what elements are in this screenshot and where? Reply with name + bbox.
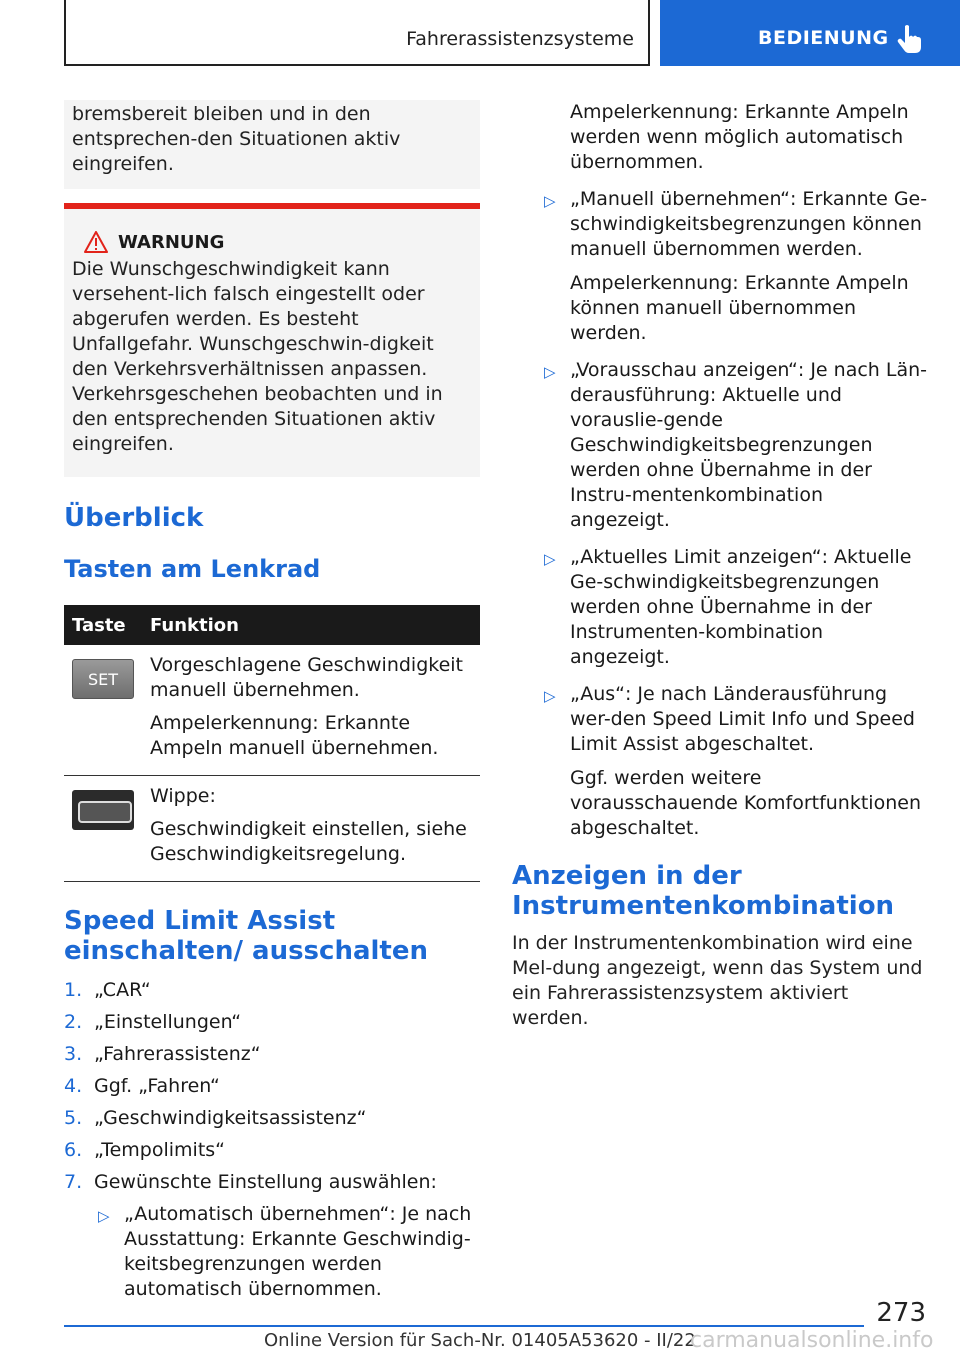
step-number: 5.	[64, 1107, 83, 1129]
note-text: bremsbereit bleiben und in den entsprechen-den Situationen aktiv eingreifen.	[72, 103, 401, 175]
header-section-box	[64, 0, 650, 66]
heading-steering-keys: Tasten am Lenkrad	[64, 555, 321, 583]
sub-item-text: „Automatisch übernehmen“: Je nach Ausstattung: Erkannte Geschwindig-keitsbegrenzungen werden automatisch übernommen.	[124, 1203, 472, 1300]
list-item	[64, 978, 480, 1003]
step-number: 7.	[64, 1171, 83, 1193]
sub-list-wrap	[64, 1202, 480, 1302]
step-text: Ggf. „Fahren“	[94, 1075, 220, 1097]
keys-table	[64, 605, 480, 882]
display-text: In der Instrumentenkombination wird eine Mel-dung angezeigt, wenn das System und ein Fahrerassistenzsystem aktiviert werden.	[512, 932, 923, 1029]
options-list	[512, 187, 928, 262]
heading-overview: Überblick	[64, 503, 204, 533]
step-text: Gewünschte Einstellung auswählen:	[94, 1171, 437, 1193]
option-continued-text: Ampelerkennung: Erkannte Ampeln können manuell übernommen werden.	[570, 272, 909, 344]
triangle-bullet-icon: ▷	[544, 363, 556, 381]
rocker-switch-icon	[72, 790, 134, 830]
warning-triangle-icon	[84, 231, 108, 253]
option-text: „Aus“: Je nach Länderausführung wer-den Speed Limit Info und Speed Limit Assist abgeschaltet.	[570, 683, 915, 755]
hand-pointer-icon	[896, 24, 924, 54]
warning-box	[64, 203, 480, 477]
table-header-row	[64, 605, 480, 645]
list-item	[512, 682, 928, 757]
option-text: „Aktuelles Limit anzeigen“: Aktuelle Ge-schwindigkeitsbegrenzungen werden ohne Übernahme in der Instrumenten-kombination angezeigt.	[570, 546, 912, 668]
step-text: „Fahrerassistenz“	[94, 1043, 261, 1065]
list-item	[512, 545, 928, 670]
step-number: 3.	[64, 1043, 83, 1065]
sub-list	[94, 1202, 480, 1302]
option-text: „Vorausschau anzeigen“: Je nach Län-derausführung: Aktuelle und vorauslie-gende Geschwindigkeitsbegrenzungen werden ohne Übernahme in der Instru-mentenkombination angezeigt.	[570, 359, 928, 531]
continued-text: Ampelerkennung: Erkannte Ampeln werden wenn möglich automatisch übernommen.	[570, 101, 909, 173]
option-text: „Manuell übernehmen“: Erkannte Ge-schwindigkeitsbegrenzungen können manuell übernommen werden.	[570, 188, 928, 260]
footer-divider	[64, 1325, 864, 1327]
chapter-title: BEDIENUNG	[758, 27, 889, 49]
list-item	[512, 358, 928, 533]
note-box	[64, 100, 480, 189]
options-list	[512, 358, 928, 757]
step-text: „CAR“	[94, 979, 151, 1001]
step-number: 4.	[64, 1075, 83, 1097]
function-text: Vorgeschlagene Geschwindigkeit manuell übernehmen.	[150, 654, 464, 701]
triangle-bullet-icon: ▷	[544, 550, 556, 568]
function-cell	[142, 645, 480, 776]
warning-heading	[72, 231, 472, 253]
triangle-bullet-icon: ▷	[544, 192, 556, 210]
triangle-bullet-icon: ▷	[98, 1207, 110, 1225]
set-button-icon: SET	[72, 659, 134, 699]
list-item	[64, 1042, 480, 1067]
col-function-header: Funktion	[142, 605, 480, 645]
step-text: „Tempolimits“	[94, 1139, 226, 1161]
key-cell	[64, 645, 142, 776]
step-number: 6.	[64, 1139, 83, 1161]
watermark-text: carmanualsonline.info	[690, 1328, 934, 1353]
function-text: Wippe:	[150, 785, 216, 807]
list-item	[512, 187, 928, 262]
steps-list	[64, 978, 480, 1195]
key-cell	[64, 776, 142, 882]
section-title: Fahrerassistenzsysteme	[406, 28, 634, 50]
function-text: Ampelerkennung: Erkannte Ampeln manuell übernehmen.	[150, 712, 439, 759]
list-item	[64, 1106, 480, 1131]
page-number: 273	[876, 1298, 926, 1328]
warning-title: WARNUNG	[118, 231, 225, 253]
table-row	[64, 645, 480, 776]
right-column	[512, 100, 928, 1031]
function-text: Geschwindigkeit einstellen, siehe Geschwindigkeitsregelung.	[150, 818, 467, 865]
footer-online-version: Online Version für Sach-Nr. 01405A53620 - II/22	[264, 1330, 696, 1351]
heading-speed-limit-assist: Speed Limit Assist einschalten/ ausschalten	[64, 906, 428, 966]
header-chapter-box	[660, 0, 960, 66]
warning-text: Die Wunschgeschwindigkeit kann versehent-lich falsch eingestellt oder abgerufen werden. Es besteht Unfallgefahr. Wunschgeschwin-digkeit den Verkehrsverhältnissen anpassen. Verkehrsgeschehen beobachten und in den entsprechenden Situationen aktiv eingreifen.	[72, 258, 443, 455]
list-item	[64, 1138, 480, 1163]
step-text: „Einstellungen“	[94, 1011, 242, 1033]
left-column	[64, 100, 480, 1302]
step-number: 1.	[64, 979, 83, 1001]
function-cell	[142, 776, 480, 882]
list-item	[64, 1074, 480, 1099]
list-item	[64, 1170, 480, 1195]
heading-display: Anzeigen in der Instrumentenkombination	[512, 861, 895, 921]
step-number: 2.	[64, 1011, 83, 1033]
step-text: „Geschwindigkeitsassistenz“	[94, 1107, 367, 1129]
col-key-header: Taste	[64, 605, 142, 645]
triangle-bullet-icon: ▷	[544, 687, 556, 705]
table-row	[64, 776, 480, 882]
option-continued-text: Ggf. werden weitere vorausschauende Komfortfunktionen abgeschaltet.	[570, 767, 921, 839]
list-item	[94, 1202, 480, 1302]
list-item	[64, 1010, 480, 1035]
